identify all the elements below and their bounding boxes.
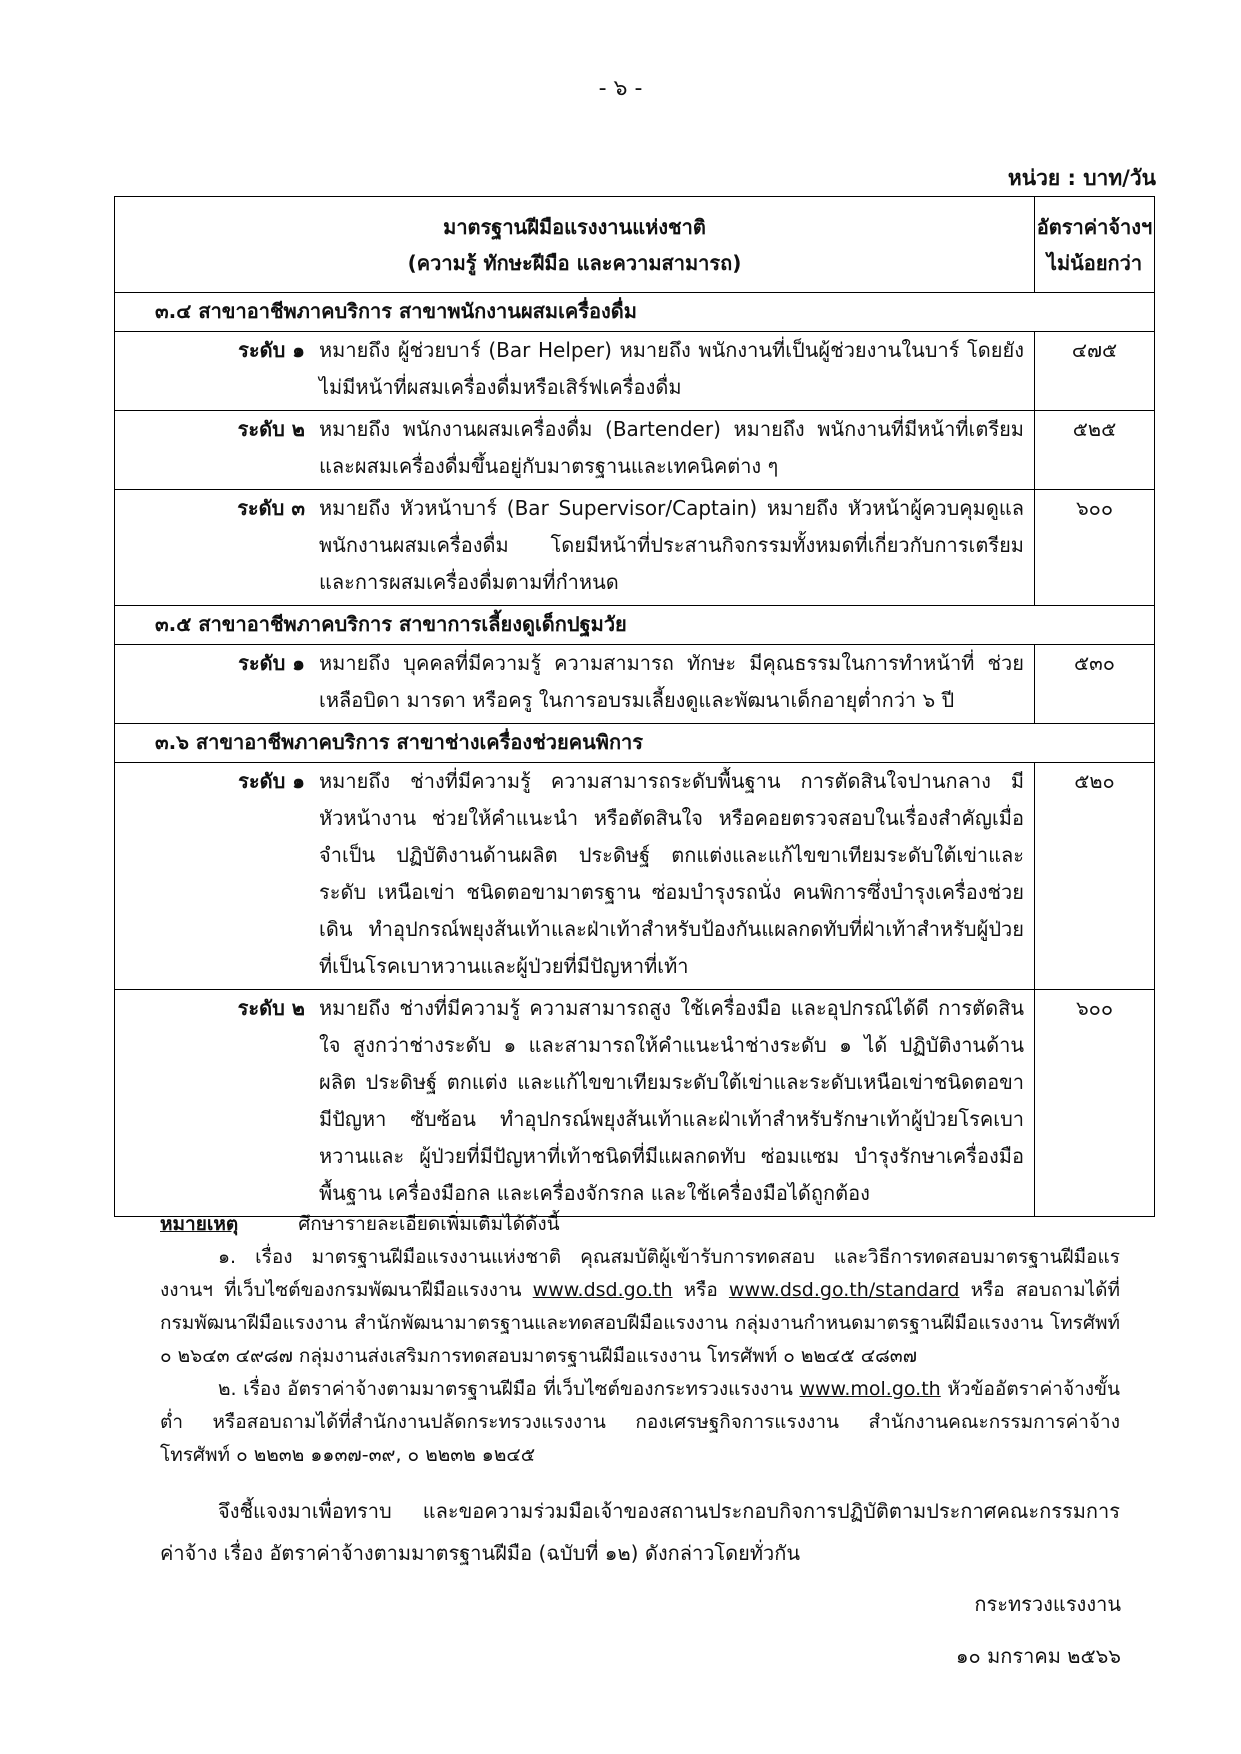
table-row [115,332,1155,411]
table-row [115,990,1155,1217]
closing-paragraph: จึงชี้แจงมาเพื่อทราบ และขอความร่วมมือเจ้าของสถานประกอบกิจการปฏิบัติตามประกาศคณะกรรมการ ค่าจ้าง เรื่อง อัตราค่าจ้างตามมาตรฐานฝีมือ (ฉบับที่ ๑๒) ดังกล่าวโดยทั่วกัน [160,1499,1120,1565]
signer-organization: กระทรวงแรงงาน [974,1592,1121,1616]
level-description: หมายถึง บุคคลที่มีความรู้ ความสามารถ ทักษะ มีคุณธรรมในการทำหน้าที่ ช่วยเหลือบิดา มารดา หรือครู ในการอบรมเลี้ยงดูและพัฒนาเด็กอายุต่ำกว่า ๖ ปี [319,651,1024,712]
note-1-text-b: หรือ สอบถามได้ที่ กรมพัฒนาฝีมือแรงงาน สำนักพัฒนามาตรฐานและทดสอบฝีมือแรงงาน กลุ่มงานกำหนดมาตรฐานฝีมือแรงงาน โทรศัพท์ ๐ ๒๖๔๓ ๔๙๘๗ กลุ่มงานส่งเสริมการทดสอบมาตรฐานฝีมือแรงงาน โทรศัพท์ ๐ ๒๒๔๕ ๔๘๓๗ [160,1279,1121,1367]
table-row [115,645,1155,724]
header-standard-line2: (ความรู้ ทักษะฝีมือ และความสามารถ) [407,250,742,275]
level-rate: ๕๓๐ [1035,645,1155,724]
table-row [115,490,1155,606]
header-rate-line2: ไม่น้อยกว่า [1046,250,1143,275]
note-1-or: หรือ [683,1279,718,1301]
section-row [115,724,1155,763]
header-standard [115,197,1035,293]
level-description: หมายถึง พนักงานผสมเครื่องดื่ม (Bartender) หมายถึง พนักงานที่มีหน้าที่เตรียม และผสมเครื่องดื่มขึ้นอยู่กับมาตรฐานและเทคนิคต่าง ๆ [319,417,1024,478]
level-rate: ๖๐๐ [1035,490,1155,606]
note-2-text-b: หัวข้ออัตราค่าจ้างขั้นต่ำ หรือสอบถามได้ที่สำนักงานปลัดกระทรวงแรงงาน กองเศรษฐกิจการแรงงาน สำนักงานคณะกรรมการค่าจ้าง โทรศัพท์ ๐ ๒๒๓๒ ๑๑๓๗-๓๙, ๐ ๒๒๓๒ ๑๒๔๕ [160,1378,1120,1466]
section-row [115,293,1155,332]
level-label: ระดับ ๒ [237,417,305,441]
level-label: ระดับ ๑ [238,769,305,793]
signature-date: ๑๐ มกราคม ๒๕๖๖ [955,1644,1121,1668]
level-description: หมายถึง ช่างที่มีความรู้ ความสามารถระดับพื้นฐาน การตัดสินใจปานกลาง มีหัวหน้างาน ช่วยให้คำแนะนำ หรือตัดสินใจ หรือคอยตรวจสอบในเรื่องสำคัญเมื่อจำเป็น ปฏิบัติงานด้านผลิต ประดิษฐ์ ตกแต่งและแก้ไขขาเทียมระดับใต้เข่าและระดับ เหนือเข่า ชนิดตอขามาตรฐาน ซ่อมบำรุงรถนั่ง คนพิการซึ่งบำรุงเครื่องช่วยเดิน ทำอุปกรณ์พยุงส้นเท้าและฝ่าเท้าสำหรับป้องกันแผลกดทับที่ฝ่าเท้าสำหรับผู้ป่วย ที่เป็นโรคเบาหวานและผู้ป่วยที่มีปัญหาที่เท้า [319,769,1024,978]
unit-label: หน่วย : บาท/วัน [1007,166,1156,190]
note-1-text-a: ๑. เรื่อง มาตรฐานฝีมือแรงงานแห่งชาติ คุณสมบัติผู้เข้ารับการทดสอบ และวิธีการทดสอบมาตรฐานฝีมือแรงงานฯ ที่เว็บไซต์ของกรมพัฒนาฝีมือแรงงาน [160,1246,1120,1301]
notes-title: หมายเหตุ [160,1213,239,1235]
level-label: ระดับ ๑ [238,651,305,675]
table-row [115,763,1155,990]
header-rate [1035,197,1155,293]
level-label: ระดับ ๒ [237,996,305,1020]
notes-intro: ศึกษารายละเอียดเพิ่มเติมได้ดังนี้ [298,1213,560,1235]
note-item-2 [160,1373,1120,1472]
dsd-website-link[interactable]: www.dsd.go.th [532,1279,673,1301]
level-rate: ๔๗๕ [1035,332,1155,411]
notes-section [160,1208,1120,1472]
level-description: หมายถึง ผู้ช่วยบาร์ (Bar Helper) หมายถึง พนักงานที่เป็นผู้ช่วยงานในบาร์ โดยยังไม่มีหน้าที่ผสมเครื่องดื่มหรือเสิร์ฟเครื่องดื่ม [319,338,1024,399]
mol-website-link[interactable]: www.mol.go.th [799,1378,941,1400]
level-label: ระดับ ๓ [237,496,305,520]
table-row [115,411,1155,490]
section-row [115,606,1155,645]
note-2-text-a: ๒. เรื่อง อัตราค่าจ้างตามมาตรฐานฝีมือ ที่เว็บไซต์ของกระทรวงแรงงาน [218,1378,793,1400]
section-title: ๓.๖ สาขาอาชีพภาคบริการ สาขาช่างเครื่องช่วยคนพิการ [115,724,1155,763]
wage-rate-table [114,196,1155,1217]
header-standard-line1: มาตรฐานฝีมือแรงงานแห่งชาติ [443,214,706,239]
level-rate: ๕๒๐ [1035,763,1155,990]
level-description: หมายถึง ช่างที่มีความรู้ ความสามารถสูง ใช้เครื่องมือ และอุปกรณ์ได้ดี การตัดสินใจ สูงกว่าช่างระดับ ๑ และสามารถให้คำแนะนำช่างระดับ ๑ ได้ ปฏิบัติงานด้านผลิต ประดิษฐ์ ตกแต่ง และแก้ไขขาเทียมระดับใต้เข่าและระดับเหนือเข่าชนิดตอขามีปัญหา ซับซ้อน ทำอุปกรณ์พยุงส้นเท้าและฝ่าเท้าสำหรับรักษาเท้าผู้ป่วยโรคเบาหวานและ ผู้ป่วยที่มีปัญหาที่เท้าชนิดที่มีแผลกดทับ ซ่อมแซม บำรุงรักษาเครื่องมือพื้นฐาน เครื่องมือกล และเครื่องจักรกล และใช้เครื่องมือได้ถูกต้อง [319,996,1024,1205]
level-label: ระดับ ๑ [238,338,305,362]
level-rate: ๖๐๐ [1035,990,1155,1217]
section-title: ๓.๕ สาขาอาชีพภาคบริการ สาขาการเลี้ยงดูเด็กปฐมวัย [115,606,1155,645]
header-rate-line1: อัตราค่าจ้างฯ [1036,214,1153,239]
dsd-standard-link[interactable]: www.dsd.go.th/standard [728,1279,960,1301]
note-item-1 [160,1241,1120,1373]
section-title: ๓.๔ สาขาอาชีพภาคบริการ สาขาพนักงานผสมเครื่องดื่ม [115,293,1155,332]
level-description: หมายถึง หัวหน้าบาร์ (Bar Supervisor/Captain) หมายถึง หัวหน้าผู้ควบคุมดูแล พนักงานผสมเครื่องดื่ม โดยมีหน้าที่ประสานกิจกรรมทั้งหมดที่เกี่ยวกับการเตรียม และการผสมเครื่องดื่มตามที่กำหนด [319,496,1024,594]
level-rate: ๕๒๕ [1035,411,1155,490]
page-number: - ๖ - [598,76,643,101]
